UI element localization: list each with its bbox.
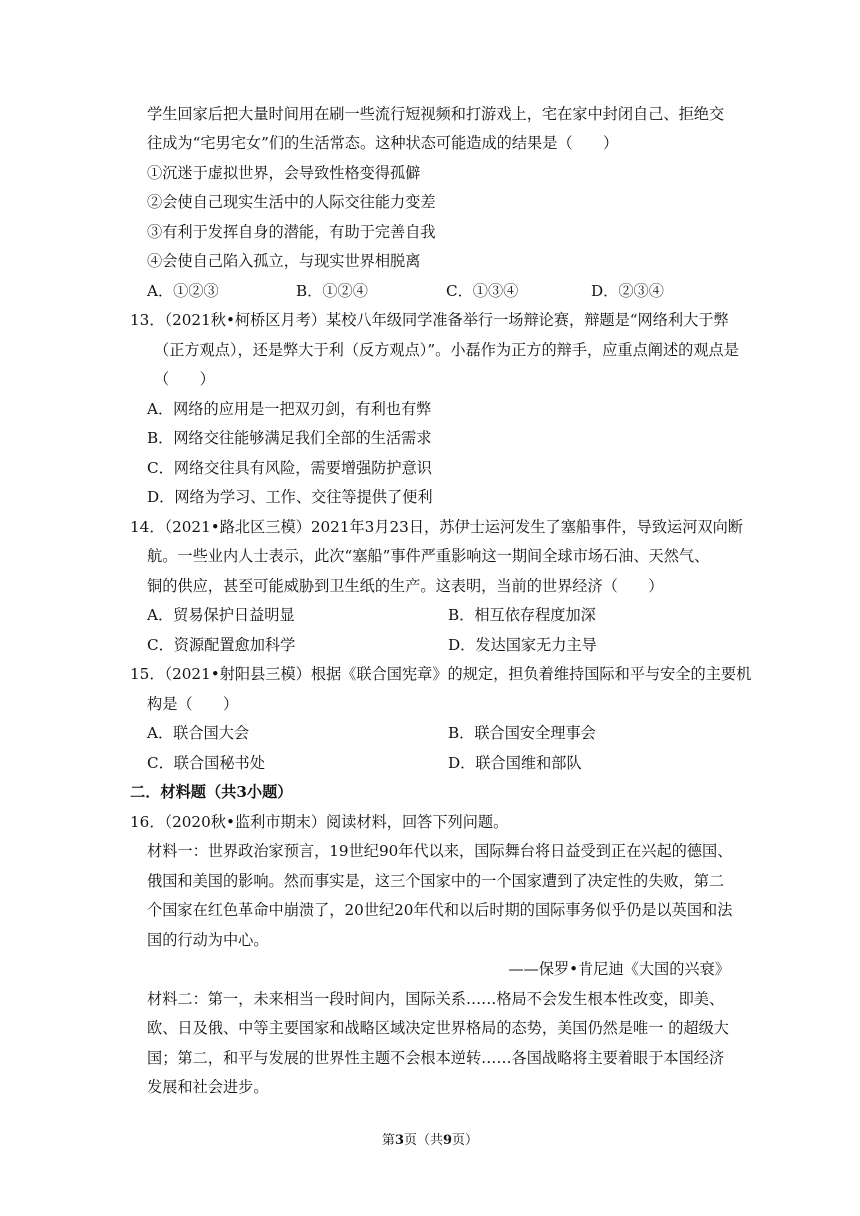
q13-option-d: D．网络为学习、工作、交往等提供了便利 [147, 488, 433, 506]
q13-stem-line-3: （ ） [154, 370, 215, 388]
q12-item-3: ③有利于发挥自身的潜能，有助于完善自我 [147, 223, 436, 241]
q12-stem-line-2: 往成为“宅男宅女”们的生活常态。这种状态可能造成的结果是（ ） [147, 134, 619, 152]
section-heading: 二．材料题（共3小题） [130, 783, 293, 801]
q16-material1-line-1: 材料一：世界政治家预言，19世纪90年代以来，国际舞台将日益受到正在兴起的德国、 [147, 842, 733, 860]
q13-stem-line-1: 13．（2021秋•柯桥区月考）某校八年级同学准备举行一场辩论赛，辩题是“网络利大于弊 [130, 311, 729, 329]
q12-stem-line-1: 学生回家后把大量时间用在刷一些流行短视频和打游戏上，宅在家中封闭自己、拒绝交 [147, 105, 725, 123]
q13-option-c: C．网络交往具有风险，需要增强防护意识 [147, 459, 432, 477]
q16-material1-line-4: 国的行动为中心。 [147, 931, 269, 949]
q16-material2-line-3: 国；第二，和平与发展的世界性主题不会根本逆转……各国战略将主要着眼于本国经济 [147, 1049, 725, 1067]
q16-material1-line-2: 俄国和美国的影响。然而事实是，这三个国家中的一个国家遭到了决定性的失败，第二 [147, 872, 725, 890]
q14-stem-line-1: 14．（2021•路北区三模）2021年3月23日，苏伊士运河发生了塞船事件，导致运河双向断 [130, 518, 743, 536]
page-footer [0, 1133, 860, 1149]
q12-option-b: B．①②④ [296, 282, 368, 300]
q16-source-citation: ——保罗•肯尼迪《大国的兴衰》 [508, 960, 730, 978]
q12-option-c: C．①③④ [446, 282, 519, 300]
q12-item-4: ④会使自己陷入孤立，与现实世界相脱离 [147, 252, 421, 270]
q16-material2-line-1: 材料二：第一，未来相当一段时间内，国际关系……格局不会发生根本性改变，即美、 [147, 990, 725, 1008]
q14-option-b: B．相互依存程度加深 [448, 606, 596, 624]
q15-stem-line-2: 构是（ ） [147, 695, 239, 713]
q15-option-b: B．联合国安全理事会 [448, 724, 596, 742]
q14-stem-line-2: 航。一些业内人士表示，此次“塞船”事件严重影响这一期间全球市场石油、天然气、 [147, 547, 710, 565]
q14-option-c: C．资源配置愈加科学 [147, 636, 296, 654]
footer-middle: 页（共 [403, 1133, 443, 1148]
q12-option-d: D．②③④ [591, 282, 664, 300]
q12-option-a: A．①②③ [147, 282, 219, 300]
q13-option-b: B．网络交往能够满足我们全部的生活需求 [147, 429, 432, 447]
q15-option-d: D．联合国维和部队 [448, 754, 582, 772]
q16-material1-line-3: 个国家在红色革命中崩溃了，20世纪20年代和以后时期的国际事务似乎仍是以英国和法 [147, 901, 733, 919]
footer-suffix: 页） [452, 1133, 479, 1148]
q16-material2-line-4: 发展和社会进步。 [147, 1078, 269, 1096]
footer-page-number: 3 [394, 1133, 404, 1148]
q12-item-1: ①沉迷于虚拟世界，会导致性格变得孤僻 [147, 164, 421, 182]
q15-option-a: A．联合国大会 [147, 724, 250, 742]
q14-option-a: A．贸易保护日益明显 [147, 606, 295, 624]
q13-stem-line-2: （正方观点），还是弊大于利（反方观点）”。小磊作为正方的辩手，应重点阐述的观点是 [154, 341, 739, 359]
footer-total-pages: 9 [443, 1133, 453, 1148]
q13-option-a: A．网络的应用是一把双刃剑，有利也有弊 [147, 400, 432, 418]
footer-prefix: 第 [381, 1133, 395, 1148]
q16-material2-line-2: 欧、日及俄、中等主要国家和战略区域决定世界格局的态势，美国仍然是唯一 的超级大 [147, 1019, 729, 1037]
q15-option-c: C．联合国秘书处 [147, 754, 265, 772]
q16-stem: 16．（2020秋•监利市期末）阅读材料，回答下列问题。 [130, 813, 509, 831]
q15-stem-line-1: 15．（2021•射阳县三模）根据《联合国宪章》的规定，担负着维持国际和平与安全的主要机 [130, 665, 752, 683]
q14-stem-line-3: 铜的供应，甚至可能威胁到卫生纸的生产。这表明，当前的世界经济（ ） [147, 577, 664, 595]
q14-option-d: D．发达国家无力主导 [448, 636, 597, 654]
q12-item-2: ②会使自己现实生活中的人际交往能力变差 [147, 193, 436, 211]
